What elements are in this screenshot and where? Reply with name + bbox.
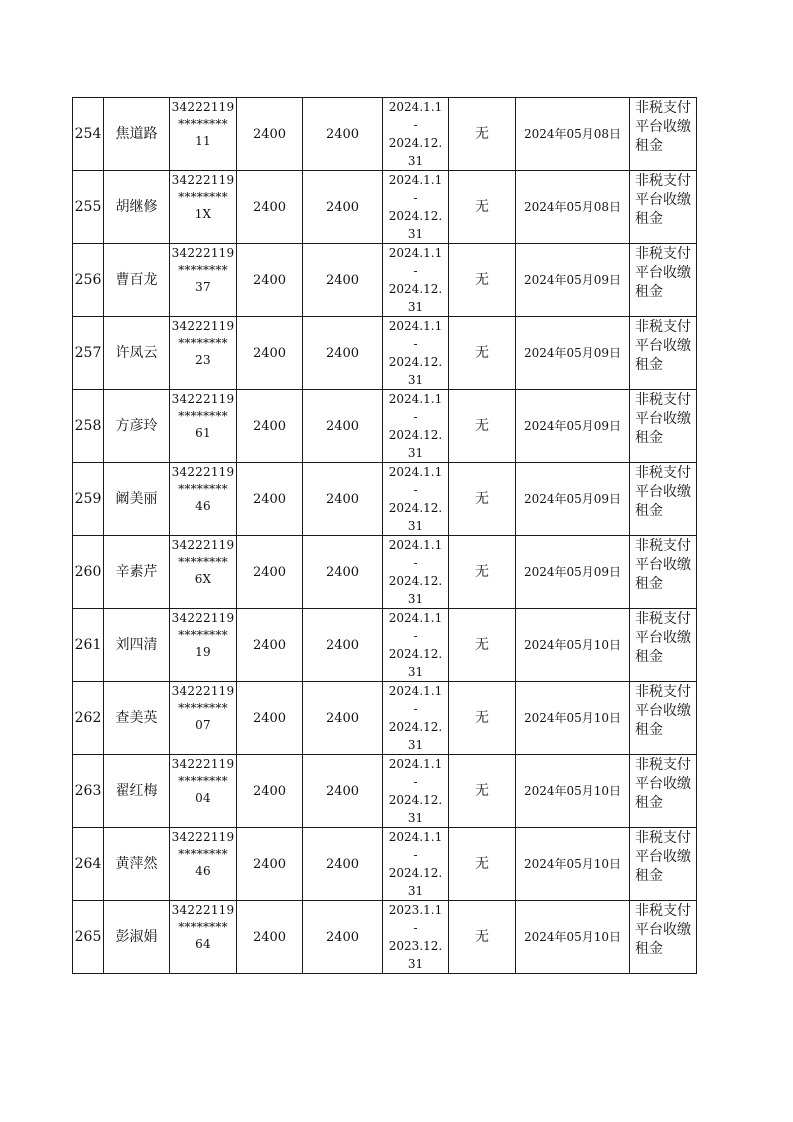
period-end: 2024.12. (388, 209, 443, 223)
amount-paid: 2400 (303, 171, 383, 244)
id-number-line: ******** (178, 847, 228, 861)
payment-method (630, 901, 697, 974)
tenant-name: 许凤云 (104, 317, 170, 390)
id-number-line: 46 (195, 499, 211, 513)
period-end: 2024.12. (388, 720, 443, 734)
period-start: 2024.1.1 (388, 830, 443, 844)
row-number: 264 (73, 828, 104, 901)
period-end: 2024.12. (388, 501, 443, 515)
payment-method (630, 828, 697, 901)
payment-method-text: 非税支付平台收缴租金 (635, 903, 691, 957)
id-number-line: 34222119 (171, 465, 235, 479)
amount-due: 2400 (237, 463, 303, 536)
period-separator: - (413, 264, 418, 278)
period-start: 2024.1.1 (388, 684, 443, 698)
arrears-note: 无 (449, 171, 516, 244)
table-row (73, 609, 697, 682)
period-separator: - (413, 118, 418, 132)
arrears-note: 无 (449, 244, 516, 317)
id-number-line: 34222119 (171, 538, 235, 552)
period-end: 2024.12. (388, 355, 443, 369)
id-number (170, 317, 237, 390)
id-number-line: 34222119 (171, 173, 235, 187)
table-row (73, 755, 697, 828)
table-row (73, 98, 697, 171)
id-number-line: 34222119 (171, 830, 235, 844)
id-number-line: 34222119 (171, 611, 235, 625)
period-end: 2024.12. (388, 793, 443, 807)
tenant-name: 阚美丽 (104, 463, 170, 536)
id-number-line: 64 (195, 937, 211, 951)
payment-method-text: 非税支付平台收缴租金 (635, 684, 691, 738)
row-number: 265 (73, 901, 104, 974)
id-number-line: 34222119 (171, 757, 235, 771)
period-end: 31 (407, 738, 424, 752)
id-number-line: 46 (195, 864, 211, 878)
period-start: 2024.1.1 (388, 611, 443, 625)
row-number: 260 (73, 536, 104, 609)
tenant-name: 曹百龙 (104, 244, 170, 317)
period-separator: - (413, 410, 418, 424)
period-separator: - (413, 629, 418, 643)
amount-due: 2400 (237, 828, 303, 901)
row-number: 263 (73, 755, 104, 828)
amount-due: 2400 (237, 98, 303, 171)
row-number: 255 (73, 171, 104, 244)
amount-due: 2400 (237, 317, 303, 390)
row-number: 259 (73, 463, 104, 536)
amount-due: 2400 (237, 682, 303, 755)
payment-method-text: 非税支付平台收缴租金 (635, 173, 691, 227)
id-number-line: ******** (178, 336, 228, 350)
id-number-line: 34222119 (171, 392, 235, 406)
payment-date: 2024年05月10日 (516, 901, 630, 974)
row-number: 257 (73, 317, 104, 390)
payment-date: 2024年05月09日 (516, 317, 630, 390)
payment-method-text: 非税支付平台收缴租金 (635, 100, 691, 154)
id-number (170, 98, 237, 171)
id-number (170, 609, 237, 682)
payment-method (630, 317, 697, 390)
id-number-line: 34222119 (171, 684, 235, 698)
id-number-line: 37 (195, 280, 211, 294)
payment-date: 2024年05月08日 (516, 98, 630, 171)
payment-date: 2024年05月09日 (516, 244, 630, 317)
id-number-line: ******** (178, 555, 228, 569)
payment-method-text: 非税支付平台收缴租金 (635, 611, 691, 665)
period-end: 31 (407, 446, 424, 460)
amount-paid: 2400 (303, 98, 383, 171)
period-separator: - (413, 775, 418, 789)
period-end: 31 (407, 884, 424, 898)
period-end: 2024.12. (388, 428, 443, 442)
id-number-line: 19 (195, 645, 211, 659)
period-separator: - (413, 848, 418, 862)
rent-period (383, 536, 449, 609)
period-end: 2024.12. (388, 647, 443, 661)
amount-paid: 2400 (303, 244, 383, 317)
arrears-note: 无 (449, 901, 516, 974)
id-number-line: ******** (178, 190, 228, 204)
row-number: 258 (73, 390, 104, 463)
amount-due: 2400 (237, 171, 303, 244)
period-start: 2024.1.1 (388, 538, 443, 552)
arrears-note: 无 (449, 98, 516, 171)
amount-due: 2400 (237, 390, 303, 463)
amount-paid: 2400 (303, 317, 383, 390)
payment-method (630, 682, 697, 755)
payment-method (630, 98, 697, 171)
rent-period (383, 317, 449, 390)
id-number (170, 463, 237, 536)
table-row (73, 682, 697, 755)
period-start: 2024.1.1 (388, 173, 443, 187)
period-start: 2023.1.1 (388, 903, 443, 917)
period-start: 2024.1.1 (388, 100, 443, 114)
tenant-name: 方彦玲 (104, 390, 170, 463)
period-end: 2024.12. (388, 574, 443, 588)
payment-date: 2024年05月10日 (516, 755, 630, 828)
arrears-note: 无 (449, 317, 516, 390)
payment-method (630, 536, 697, 609)
id-number (170, 682, 237, 755)
id-number (170, 828, 237, 901)
table-row (73, 536, 697, 609)
period-end: 2024.12. (388, 866, 443, 880)
id-number-line: ******** (178, 920, 228, 934)
payment-method (630, 390, 697, 463)
period-separator: - (413, 483, 418, 497)
amount-paid: 2400 (303, 901, 383, 974)
period-end: 31 (407, 227, 424, 241)
period-separator: - (413, 702, 418, 716)
rent-period (383, 171, 449, 244)
id-number-line: ******** (178, 701, 228, 715)
arrears-note: 无 (449, 609, 516, 682)
payment-method (630, 609, 697, 682)
id-number (170, 536, 237, 609)
row-number: 256 (73, 244, 104, 317)
id-number-line: 23 (195, 353, 211, 367)
period-end: 31 (407, 300, 424, 314)
period-end: 31 (407, 957, 424, 971)
period-end: 31 (407, 373, 424, 387)
period-start: 2024.1.1 (388, 465, 443, 479)
payment-date: 2024年05月10日 (516, 682, 630, 755)
amount-paid: 2400 (303, 390, 383, 463)
amount-paid: 2400 (303, 536, 383, 609)
period-start: 2024.1.1 (388, 757, 443, 771)
amount-due: 2400 (237, 755, 303, 828)
payment-date: 2024年05月09日 (516, 390, 630, 463)
row-number: 254 (73, 98, 104, 171)
id-number-line: 34222119 (171, 903, 235, 917)
id-number-line: 34222119 (171, 319, 235, 333)
payment-method-text: 非税支付平台收缴租金 (635, 757, 691, 811)
period-end: 2024.12. (388, 136, 443, 150)
id-number-line: ******** (178, 409, 228, 423)
amount-due: 2400 (237, 609, 303, 682)
arrears-note: 无 (449, 536, 516, 609)
arrears-note: 无 (449, 682, 516, 755)
period-separator: - (413, 337, 418, 351)
arrears-note: 无 (449, 390, 516, 463)
table-row (73, 828, 697, 901)
row-number: 261 (73, 609, 104, 682)
rent-period (383, 244, 449, 317)
arrears-note: 无 (449, 755, 516, 828)
id-number-line: ******** (178, 482, 228, 496)
payment-method-text: 非税支付平台收缴租金 (635, 319, 691, 373)
id-number-line: 34222119 (171, 246, 235, 260)
table-row (73, 244, 697, 317)
payment-method (630, 244, 697, 317)
id-number-line: 6X (194, 572, 212, 586)
payment-method-text: 非税支付平台收缴租金 (635, 465, 691, 519)
period-end: 31 (407, 665, 424, 679)
rent-period (383, 463, 449, 536)
arrears-note: 无 (449, 463, 516, 536)
payment-date: 2024年05月09日 (516, 463, 630, 536)
period-separator: - (413, 191, 418, 205)
id-number-line: 34222119 (171, 100, 235, 114)
id-number-line: 61 (195, 426, 211, 440)
period-end: 2024.12. (388, 282, 443, 296)
id-number-line: ******** (178, 117, 228, 131)
payment-date: 2024年05月09日 (516, 536, 630, 609)
payment-method (630, 755, 697, 828)
period-end: 2023.12. (388, 939, 443, 953)
period-separator: - (413, 921, 418, 935)
amount-paid: 2400 (303, 828, 383, 901)
table-row (73, 171, 697, 244)
tenant-name: 焦道路 (104, 98, 170, 171)
id-number-line: ******** (178, 628, 228, 642)
payment-method-text: 非税支付平台收缴租金 (635, 246, 691, 300)
table-row (73, 317, 697, 390)
id-number (170, 390, 237, 463)
period-end: 31 (407, 592, 424, 606)
payment-date: 2024年05月10日 (516, 609, 630, 682)
period-end: 31 (407, 811, 424, 825)
payment-method (630, 171, 697, 244)
amount-due: 2400 (237, 901, 303, 974)
period-end: 31 (407, 154, 424, 168)
amount-paid: 2400 (303, 755, 383, 828)
payment-date: 2024年05月10日 (516, 828, 630, 901)
id-number-line: ******** (178, 263, 228, 277)
rent-period (383, 609, 449, 682)
rent-period (383, 755, 449, 828)
amount-paid: 2400 (303, 463, 383, 536)
tenant-name: 黄萍然 (104, 828, 170, 901)
amount-paid: 2400 (303, 609, 383, 682)
payment-method-text: 非税支付平台收缴租金 (635, 392, 691, 446)
amount-due: 2400 (237, 536, 303, 609)
tenant-name: 翟红梅 (104, 755, 170, 828)
tenant-name: 辛素芹 (104, 536, 170, 609)
id-number (170, 171, 237, 244)
id-number (170, 755, 237, 828)
tenant-name: 查美英 (104, 682, 170, 755)
period-separator: - (413, 556, 418, 570)
id-number-line: 07 (195, 718, 211, 732)
period-start: 2024.1.1 (388, 246, 443, 260)
period-start: 2024.1.1 (388, 319, 443, 333)
payment-record-table (72, 97, 697, 974)
payment-method-text: 非税支付平台收缴租金 (635, 830, 691, 884)
period-start: 2024.1.1 (388, 392, 443, 406)
payment-method-text: 非税支付平台收缴租金 (635, 538, 691, 592)
table-row (73, 390, 697, 463)
payment-date: 2024年05月08日 (516, 171, 630, 244)
id-number-line: ******** (178, 774, 228, 788)
table-row (73, 463, 697, 536)
table-row (73, 901, 697, 974)
id-number-line: 11 (195, 134, 211, 148)
rent-period (383, 901, 449, 974)
rent-period (383, 682, 449, 755)
id-number-line: 04 (195, 791, 211, 805)
id-number (170, 244, 237, 317)
tenant-name: 彭淑娟 (104, 901, 170, 974)
rent-period (383, 390, 449, 463)
tenant-name: 胡继修 (104, 171, 170, 244)
id-number (170, 901, 237, 974)
rent-period (383, 98, 449, 171)
table-body (73, 98, 697, 974)
amount-paid: 2400 (303, 682, 383, 755)
rent-period (383, 828, 449, 901)
payment-method (630, 463, 697, 536)
amount-due: 2400 (237, 244, 303, 317)
id-number-line: 1X (194, 207, 212, 221)
arrears-note: 无 (449, 828, 516, 901)
row-number: 262 (73, 682, 104, 755)
tenant-name: 刘四清 (104, 609, 170, 682)
period-end: 31 (407, 519, 424, 533)
